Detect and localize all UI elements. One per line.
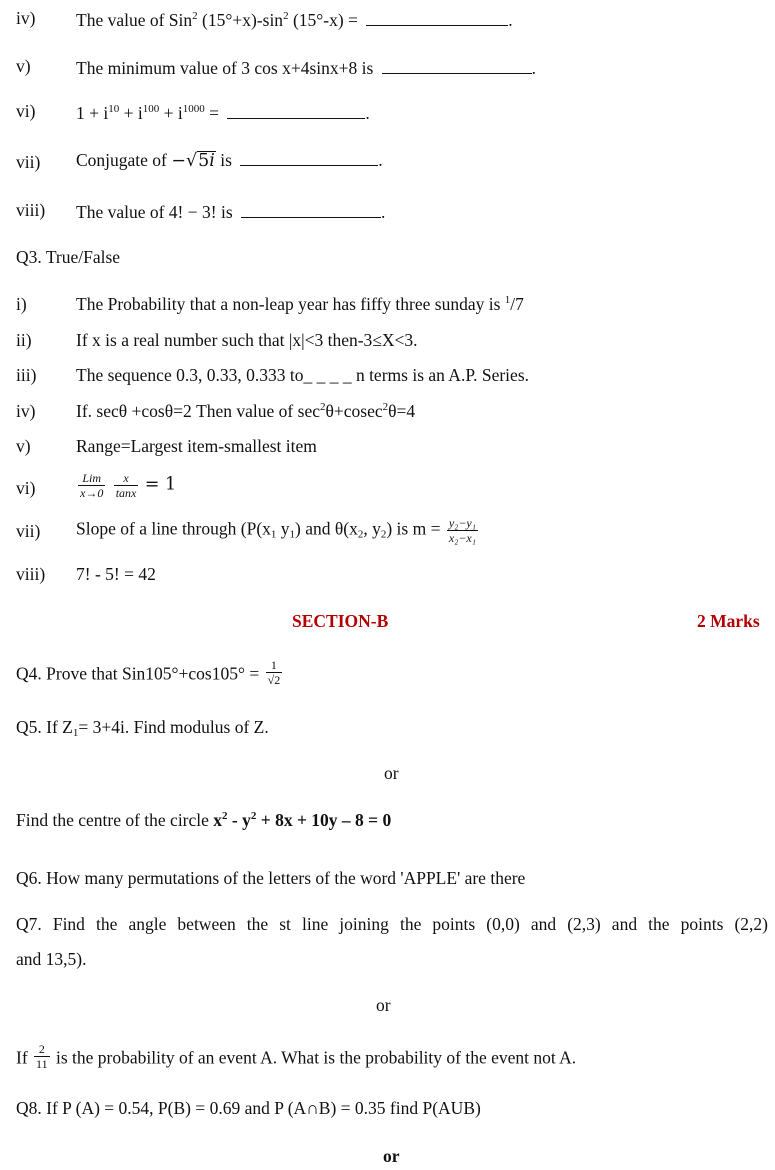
q3-iii-text: The sequence 0.3, 0.33, 0.333 to_ _ _ _ n terms is an A.P. Series.: [76, 365, 530, 385]
q3-viii-text: 7! - 5! = 42: [76, 564, 156, 584]
q5-text: Q5. If $Z_1= 3+4i$. Find modulus of Z.: [16, 717, 269, 739]
q2-viii-text: The value of 4! − 3! is .: [76, 202, 386, 222]
answer-blank: [227, 103, 365, 119]
answer-blank: [240, 150, 378, 166]
q3-iv-text: If. secθ +cosθ=2 Then value of $\sec^2\theta+cosec^2\theta=4$: [76, 401, 416, 421]
answer-blank: [366, 10, 508, 26]
prob-fraction: $\frac{2}{11}$: [36, 1042, 48, 1071]
q2-iv-text: The value of Sin$^2$ $(15^\circ+x)-\sin^2$ (15°-x) = .: [76, 10, 513, 30]
limit-expression: $\frac{\text{Lim}}{x\to 0}$: [80, 471, 104, 500]
q2-v-text: The minimum value of 3 cos x+4sinx+8 is .: [76, 58, 537, 78]
q3-heading: Q3. True/False: [16, 247, 121, 267]
q3-viii-number: viii): [16, 564, 46, 584]
q2-vii-number: vii): [16, 152, 41, 172]
q3-iii-number: iii): [16, 365, 37, 385]
q8-text: Q8. If P (A) = 0.54, P(B) = 0.69 and P (A∩B) = 0.35 find P(AUB): [16, 1098, 481, 1118]
q3-ii-number: ii): [16, 330, 32, 350]
q7-line-1: Q7. Find the angle between the st line joining the points (0,0) and (2,3) and the points (2,2): [16, 914, 768, 934]
q7-line-2: and 13,5).: [16, 949, 87, 969]
q3-v-text: Range=Largest item-smallest item: [76, 436, 317, 456]
q2-v-number: v): [16, 56, 31, 76]
q3-vii-text: Slope of a line through ($P(x_1$ $y_1$) and $\theta(x_2$, $y_2$) is m = $\frac{\text{y₂−y₁}}{\text{x₂−x₁}}$: [76, 516, 476, 545]
q2-viii-number: viii): [16, 200, 46, 220]
q3-v-number: v): [16, 436, 31, 456]
q3-vi-number: vi): [16, 478, 36, 498]
answer-blank: [241, 202, 381, 218]
slope-fraction: $\frac{\text{y₂−y₁}}{\text{x₂−x₁}}$: [448, 516, 476, 545]
circle-question: Find the centre of the circle $x^2 - y^2 + 8x + 10y - 8 = 0$: [16, 810, 392, 830]
q6-text: Q6. How many permutations of the letters of the word 'APPLE' are there: [16, 868, 526, 888]
q2-vii-text: Conjugate of −√5i is .: [76, 150, 383, 171]
q2-iv-number: iv): [16, 8, 36, 28]
or-divider: or: [384, 763, 399, 783]
or-divider: or: [383, 1146, 400, 1166]
probability-question: If $\frac{2}{11}$ is the probability of an event A. What is the probability of the event not A.: [16, 1042, 577, 1071]
q2-vi-text: $1 + i^{10} + i^{100} + i^{1000}$ = .: [76, 103, 370, 123]
section-marks: 2 Marks: [697, 611, 760, 631]
q3-i-text: The Probability that a non-leap year has fiffy three sunday is $^1$/7: [76, 294, 524, 314]
q3-vii-number: vii): [16, 521, 41, 541]
q3-vi-text: $\frac{\text{Lim}}{x\to 0}$ $\frac{x}{\tan x}$ = 1: [80, 471, 177, 500]
q3-i-number: i): [16, 294, 27, 314]
fraction: $\frac{x}{\tan x}$: [115, 471, 137, 500]
q3-ii-text: If x is a real number such that |x|<3 then-3≤X<3.: [76, 330, 418, 350]
answer-blank: [382, 58, 532, 74]
q3-iv-number: iv): [16, 401, 36, 421]
section-title: SECTION-B: [292, 611, 389, 631]
q4-text: Q4. Prove that Sin105°+cos105° = $\frac{1}{√2}$: [16, 658, 281, 687]
q4-fraction: $\frac{1}{√2}$: [267, 658, 281, 687]
or-divider: or: [376, 995, 391, 1015]
q2-vi-number: vi): [16, 101, 36, 121]
